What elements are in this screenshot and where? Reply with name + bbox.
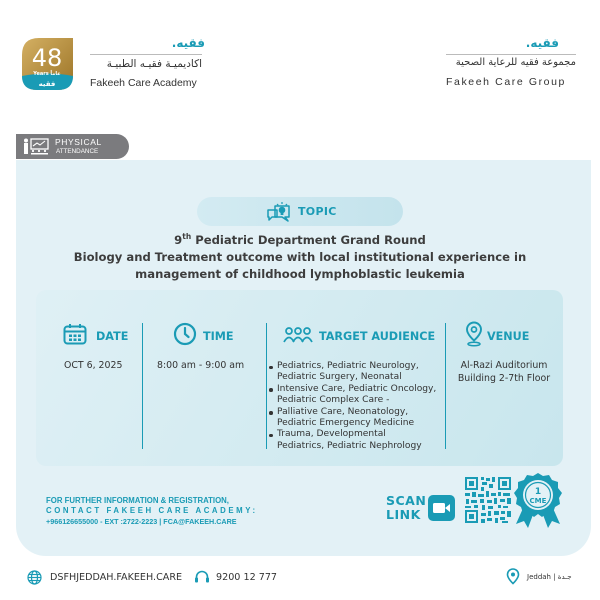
column-divider — [266, 323, 267, 449]
academy-name-english: Fakeeh Care Academy — [90, 77, 197, 89]
location-pin-icon — [506, 568, 520, 586]
academy-name-arabic: اكاديميـة فقيـه الطبيـة — [106, 58, 202, 70]
people-group-icon — [283, 326, 313, 343]
topic-pill — [197, 197, 403, 226]
list-item: Palliative Care, Neonatology, Pediatric Emergency Medicine — [268, 407, 453, 430]
speech-bubble-lightbulb-icon — [266, 201, 294, 223]
event-title-line2: Biology and Treatment outcome with local institutional experience in — [73, 250, 527, 264]
date-heading: DATE — [96, 330, 129, 343]
group-name-arabic: مجموعة فقيه للرعاية الصحية — [455, 57, 576, 68]
event-title-line3: management of childhood lymphoblastic leukemia — [135, 267, 465, 281]
list-item: Intensive Care, Pediatric Oncology, Pediatric Complex Care - — [268, 384, 453, 407]
location-pin-icon — [465, 321, 483, 347]
column-divider — [142, 323, 143, 449]
list-item: Pediatrics, Pediatric Neurology, Pediatric Surgery, Neonatal — [268, 361, 453, 384]
svg-text:48: 48 — [31, 44, 63, 72]
event-title-line1: 9th Pediatric Department Grand Round — [174, 232, 426, 247]
svg-text:CME: CME — [529, 497, 547, 505]
clock-icon — [173, 322, 197, 346]
target-audience-list — [268, 361, 453, 452]
group-name-english: Fakeeh Care Group — [446, 76, 566, 88]
time-heading: TIME — [203, 330, 234, 343]
phone-number[interactable]: 9200 12 777 — [216, 572, 278, 583]
presentation-board-icon — [23, 138, 51, 155]
globe-icon — [27, 570, 42, 585]
registration-info-line1: FOR FURTHER INFORMATION & REGISTRATION, — [46, 496, 229, 505]
headset-icon — [194, 569, 210, 585]
svg-text:1: 1 — [534, 487, 542, 497]
group-brand-logo: فقيه. — [525, 36, 559, 50]
city-label: Jeddah | جـدة — [527, 573, 572, 581]
list-item: Trauma, Developmental Pediatrics, Pediatric Nephrology — [268, 429, 453, 452]
registration-info — [46, 496, 258, 526]
academy-brand-logo: فقيه. — [171, 36, 205, 50]
registration-info-line2: CONTACT FAKEEH CARE ACADEMY: — [46, 506, 258, 515]
scan-link-label: SCAN LINK — [386, 493, 427, 522]
attendance-line2: ATTENDANCE — [56, 147, 99, 155]
svg-text:فقيه: فقيه — [38, 80, 56, 88]
topic-label: TOPIC — [298, 205, 337, 218]
physical-attendance-badge — [16, 134, 129, 159]
venue-line1: Al-Razi Auditorium — [460, 360, 548, 371]
venue-heading: VENUE — [487, 330, 530, 343]
calendar-icon — [63, 323, 87, 345]
48-years-badge — [18, 35, 76, 93]
svg-text:Years عاماً: Years عاماً — [33, 71, 61, 77]
target-audience-heading: TARGET AUDIENCE — [319, 330, 436, 343]
video-camera-icon — [428, 495, 455, 521]
group-logo-rule — [446, 54, 576, 55]
attendance-line1: PHYSICAL — [55, 137, 102, 147]
event-title — [40, 232, 560, 283]
time-value: 8:00 am - 9:00 am — [157, 360, 245, 371]
cme-ribbon-badge — [512, 472, 564, 530]
qr-code[interactable] — [464, 476, 512, 524]
academy-logo-rule — [90, 54, 202, 55]
registration-contact-details[interactable]: +966126655000 - EXT :2722-2223 | FCA@FAKEEH.CARE — [46, 517, 237, 526]
date-value: OCT 6, 2025 — [64, 360, 123, 371]
venue-line2: Building 2-7th Floor — [457, 373, 551, 384]
website-link[interactable]: DSFHJEDDAH.FAKEEH.CARE — [50, 572, 183, 583]
